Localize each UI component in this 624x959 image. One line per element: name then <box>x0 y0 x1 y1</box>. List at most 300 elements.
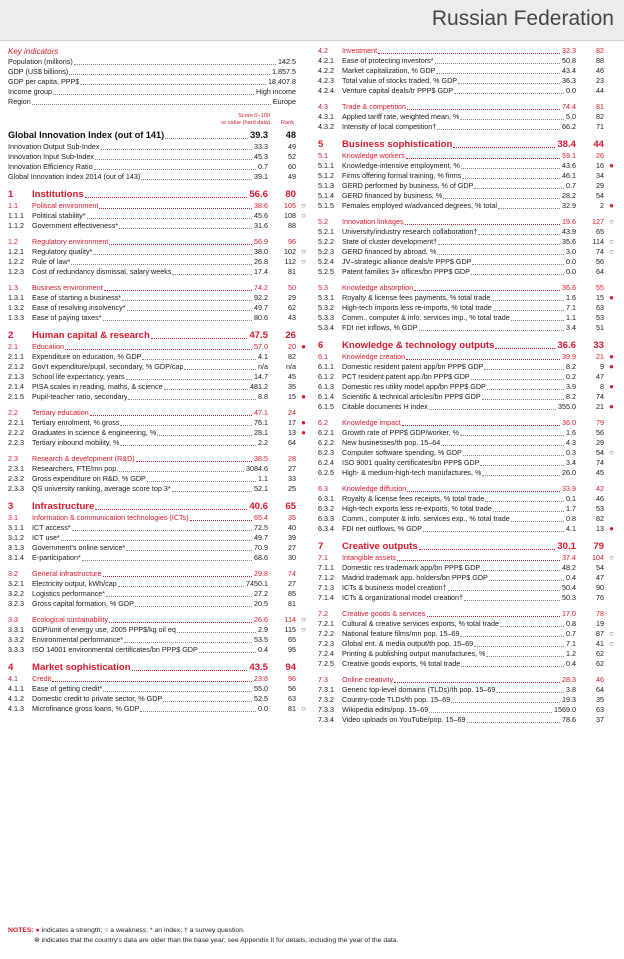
row-score: 3.4 <box>566 458 576 467</box>
dot-leader <box>122 293 252 301</box>
row-score: 17.0 <box>562 609 576 618</box>
row-rank: 24 <box>288 408 296 417</box>
dot-leader <box>103 569 252 577</box>
row-label: Political environment <box>32 201 99 210</box>
row-label: Growth rate of PPP$ GDP/worker, % <box>342 428 460 437</box>
indicator-row <box>318 181 616 191</box>
row-number: 1.1.2 <box>8 221 24 230</box>
row-rank: 114 <box>592 237 604 246</box>
row-rank: 115 <box>284 625 296 634</box>
dot-leader <box>511 514 564 522</box>
dot-leader <box>103 313 252 321</box>
dot-leader <box>460 629 564 637</box>
indicator-row <box>318 372 616 382</box>
subpillar-row <box>318 283 616 293</box>
dot-leader <box>106 589 252 597</box>
row-number: 4.1.3 <box>8 704 24 713</box>
row-rank: 45 <box>288 372 296 381</box>
pillar-row <box>8 188 308 201</box>
row-rank: 29 <box>596 438 604 447</box>
row-label: Royalty & license fees receipts, % total trade <box>342 494 485 503</box>
row-rank: 65 <box>596 227 604 236</box>
indicator-row <box>8 313 308 323</box>
dot-leader <box>463 448 564 456</box>
gii-sub-rank: 49 <box>288 142 296 151</box>
row-rank: 127 <box>592 217 604 226</box>
row-rank: 90 <box>596 583 604 592</box>
row-rank: 82 <box>596 112 604 121</box>
row-score: 3.0 <box>566 247 576 256</box>
row-label: Intensity of local competition† <box>342 122 437 131</box>
row-number: 7.3.2 <box>318 695 334 704</box>
dot-leader <box>120 418 252 426</box>
row-number: 6.3.2 <box>318 504 334 513</box>
row-score: 70.9 <box>254 543 268 552</box>
row-number: 5.1.4 <box>318 191 334 200</box>
row-number: 2.3.2 <box>8 474 24 483</box>
subpillar-row <box>8 237 308 247</box>
row-score: 29.8 <box>254 569 268 578</box>
row-number: 1.1 <box>8 201 18 210</box>
right-column <box>318 46 616 725</box>
row-number: 5.1.2 <box>318 171 334 180</box>
row-label: ICT access* <box>32 523 71 532</box>
row-score: 3.9 <box>566 382 576 391</box>
row-number: 7 <box>318 541 324 552</box>
score-sublabel: or value (hard data) <box>221 120 270 126</box>
subpillar-row <box>318 217 616 227</box>
row-score: 43.4 <box>562 66 576 75</box>
subpillar-row <box>318 675 616 685</box>
gii-sub-score: 33.3 <box>254 142 268 151</box>
row-label: PISA scales in reading, maths, & science <box>32 382 163 391</box>
row-score: 47.5 <box>249 330 268 341</box>
row-score: 0.0 <box>566 267 576 276</box>
indicator-row <box>8 694 308 704</box>
row-label: University/industry research collaboration† <box>342 227 478 236</box>
row-score: 43.5 <box>249 662 268 673</box>
dot-leader <box>419 540 555 550</box>
row-rank: 82 <box>596 514 604 523</box>
row-rank: 30 <box>288 553 296 562</box>
row-rank: 53 <box>596 313 604 322</box>
row-number: 2.1.2 <box>8 362 24 371</box>
dot-leader <box>458 76 560 84</box>
row-rank: 88 <box>288 221 296 230</box>
row-score: 74.4 <box>562 102 576 111</box>
row-label: Knowledge workers <box>342 151 405 160</box>
row-number: 3.3.3 <box>8 645 24 654</box>
indicator-row <box>318 514 616 524</box>
gii-block <box>8 129 308 182</box>
row-label: FDI net inflows, % GDP <box>342 323 418 332</box>
row-rank: 40 <box>288 523 296 532</box>
row-rank: 95 <box>288 645 296 654</box>
row-rank: 25 <box>288 484 296 493</box>
dot-leader <box>104 283 252 291</box>
row-label: Generic top-level domains (TLDs)/th pop. 15–69 <box>342 685 496 694</box>
column-header <box>8 113 308 129</box>
row-number: 4.3 <box>318 102 328 111</box>
dot-leader <box>482 392 564 400</box>
dot-leader <box>407 102 560 110</box>
row-score: 78.6 <box>562 715 576 724</box>
strength-dot-icon: ● <box>609 352 614 361</box>
row-rank: 23 <box>596 76 604 85</box>
row-label: Electricity output, kWh/cap <box>32 579 117 588</box>
indicator-row <box>318 629 616 639</box>
dot-leader <box>80 77 266 85</box>
row-score: 66.2 <box>562 122 576 131</box>
row-rank: 41 <box>596 639 604 648</box>
weakness-circle-icon: ○ <box>301 247 306 256</box>
row-number: 6.3 <box>318 484 328 493</box>
indicator-row <box>8 645 308 655</box>
row-number: 4.1.2 <box>8 694 24 703</box>
dot-leader <box>147 474 256 482</box>
row-rank: 29 <box>288 293 296 302</box>
row-score: 481.2 <box>250 382 268 391</box>
row-label: Information & communication technologies (ICTs) <box>32 513 189 522</box>
row-number: 1 <box>8 189 14 200</box>
row-number: 2.2 <box>8 408 18 417</box>
dot-leader <box>164 382 248 390</box>
row-number: 5.2.2 <box>318 237 334 246</box>
row-number: 4 <box>8 662 14 673</box>
row-rank: 74 <box>288 569 296 578</box>
row-score: 7.1 <box>566 639 576 648</box>
row-rank: 71 <box>596 122 604 131</box>
pillar-row <box>8 329 308 342</box>
row-score: 1.1 <box>566 313 576 322</box>
row-label: Ease of resolving insolvency* <box>32 303 126 312</box>
key-indicator-row <box>8 57 308 67</box>
row-label: Rule of law* <box>32 257 71 266</box>
row-rank: 96 <box>288 674 296 683</box>
row-score: 50.8 <box>562 56 576 65</box>
dot-leader <box>453 138 555 148</box>
row-rank: 87 <box>596 629 604 638</box>
row-number: 3.2.2 <box>8 589 24 598</box>
row-rank: 78 <box>596 609 604 618</box>
dot-leader <box>464 593 560 601</box>
indicator-row <box>8 533 308 543</box>
strength-dot-icon: ● <box>609 161 614 170</box>
row-number: 5.2.4 <box>318 257 334 266</box>
row-label: Global ent. & media output/th pop. 15–69 <box>342 639 474 648</box>
dot-leader <box>94 162 256 170</box>
indicator-row <box>8 303 308 313</box>
row-label: GDP/unit of energy use, 2005 PPP$/kg oil eq <box>32 625 176 634</box>
dot-leader <box>101 142 252 150</box>
row-score: 0.4 <box>258 645 268 654</box>
row-number: 3.3.2 <box>8 635 24 644</box>
row-number: 6.2.2 <box>318 438 334 447</box>
dot-leader <box>141 172 252 180</box>
row-score: 37.4 <box>562 553 576 562</box>
dot-leader <box>480 458 564 466</box>
pillar-row <box>8 500 308 513</box>
row-score: 55.0 <box>254 684 268 693</box>
dot-leader <box>65 342 252 350</box>
indicator-row <box>318 392 616 402</box>
indicator-row <box>318 247 616 257</box>
indicator-row <box>8 553 308 563</box>
row-number: 6.2.1 <box>318 428 334 437</box>
row-score: 35.6 <box>562 237 576 246</box>
gii-sub-rank: 60 <box>288 162 296 171</box>
row-number: 7.2.2 <box>318 629 334 638</box>
indicator-row <box>318 201 616 211</box>
row-number: 4.2.3 <box>318 76 334 85</box>
weakness-circle-icon: ○ <box>609 448 614 457</box>
row-rank: 47 <box>596 372 604 381</box>
row-number: 5.3.1 <box>318 293 334 302</box>
row-rank: 44 <box>596 86 604 95</box>
row-number: 6.2.5 <box>318 468 334 477</box>
row-number: 6.1.2 <box>318 372 334 381</box>
row-label: Tertiary enrolment, % gross <box>32 418 120 427</box>
row-score: 49.7 <box>254 533 268 542</box>
subpillar-row <box>8 513 308 523</box>
row-score: 48.2 <box>562 563 576 572</box>
weakness-circle-icon: ○ <box>301 625 306 634</box>
notes-line-2: indicates that the country's data are older than the base year; see Appendix II for details, including the year of the data. <box>41 937 399 944</box>
row-rank: 51 <box>596 323 604 332</box>
row-rank: 8 <box>600 382 604 391</box>
row-label: PCT resident patent app./bn PPP$ GDP <box>342 372 470 381</box>
row-rank: 26 <box>596 151 604 160</box>
row-number: 2.1.3 <box>8 372 24 381</box>
row-score: 76.1 <box>254 418 268 427</box>
subpillar-row <box>8 454 308 464</box>
row-score: 38.6 <box>254 201 268 210</box>
row-score: 0.8 <box>566 619 576 628</box>
row-label: FDI net outflows, % GDP <box>342 524 422 533</box>
dot-leader <box>378 46 560 54</box>
row-number: 4.1 <box>8 674 18 683</box>
indicator-row <box>318 86 616 96</box>
dot-leader <box>142 352 256 360</box>
dot-leader <box>451 695 560 703</box>
row-label: Tertiary inbound mobility, % <box>32 438 120 447</box>
strength-dot-icon: ● <box>301 392 306 401</box>
gii-sub-rank: 52 <box>288 152 296 161</box>
indicator-row <box>8 221 308 231</box>
row-rank: 27 <box>288 464 296 473</box>
row-rank: 79 <box>596 418 604 427</box>
row-score: 0.0 <box>566 86 576 95</box>
row-score: 32.9 <box>562 201 576 210</box>
row-rank: 53 <box>596 504 604 513</box>
row-rank: 45 <box>596 468 604 477</box>
dot-leader <box>429 705 552 713</box>
indicator-row <box>318 382 616 392</box>
row-label: JV–strategic alliance deals/tr PPP$ GDP <box>342 257 472 266</box>
row-rank: 28 <box>288 454 296 463</box>
dot-leader <box>462 171 560 179</box>
row-rank: 54 <box>596 563 604 572</box>
row-label: GERD performed by business, % of GDP <box>342 181 474 190</box>
row-label: School life expectancy, years <box>32 372 125 381</box>
row-label: Political stability* <box>32 211 86 220</box>
row-rank: 114 <box>284 615 296 624</box>
row-number: 7.3.4 <box>318 715 334 724</box>
strength-dot-icon: ● <box>609 524 614 533</box>
row-label: Graduates in science & engineering, % <box>32 428 157 437</box>
dot-leader <box>441 438 564 446</box>
country-title: Russian Federation <box>431 7 614 30</box>
weakness-circle-icon: ○ <box>609 629 614 638</box>
key-indicator-row <box>8 97 308 107</box>
row-number: 3.2.1 <box>8 579 24 588</box>
row-rank: 20 <box>288 342 296 351</box>
strength-dot-icon: ● <box>609 382 614 391</box>
indicator-row <box>8 464 308 474</box>
row-rank: 74 <box>596 458 604 467</box>
row-score: 3.8 <box>566 685 576 694</box>
indicator-row <box>318 593 616 603</box>
row-score: 74.2 <box>254 283 268 292</box>
row-label: Logistics performance* <box>32 589 106 598</box>
row-number: 3.1.4 <box>8 553 24 562</box>
row-label: New businesses/th pop. 15–64 <box>342 438 441 447</box>
row-label: General infrastructure <box>32 569 102 578</box>
row-label: Education <box>32 342 64 351</box>
row-number: 3.1.1 <box>8 523 24 532</box>
row-score: n/a <box>258 362 268 371</box>
row-number: 5.1 <box>318 151 328 160</box>
row-label: Market capitalization, % GDP <box>342 66 436 75</box>
row-score: 2.2 <box>258 438 268 447</box>
row-rank: 33 <box>593 340 604 351</box>
dot-leader <box>493 303 564 311</box>
indicator-row <box>8 484 308 494</box>
dot-leader <box>95 500 247 510</box>
weakness-circle-icon: ○ <box>301 257 306 266</box>
row-score: 43.6 <box>562 161 576 170</box>
indicator-row <box>8 599 308 609</box>
row-score: 50.4 <box>562 583 576 592</box>
row-number: 1.3.1 <box>8 293 24 302</box>
row-label: High-tech imports less re-imports, % total trade <box>342 303 492 312</box>
dot-leader <box>172 267 252 275</box>
row-rank: 81 <box>596 102 604 111</box>
row-score: 8.2 <box>566 392 576 401</box>
row-number: 6.1.4 <box>318 392 334 401</box>
row-label: Knowledge impact <box>342 418 401 427</box>
key-indicator-value: Europe <box>272 97 296 106</box>
row-score: 0.0 <box>258 704 268 713</box>
strength-dot-icon: ● <box>301 428 306 437</box>
row-rank: 47 <box>596 573 604 582</box>
pillar-row <box>318 339 616 352</box>
indicator-row <box>318 639 616 649</box>
row-number: 5.3.4 <box>318 323 334 332</box>
row-label: ISO 14001 environmental certificates/bn PPP$ GDP <box>32 645 198 654</box>
row-label: Applied tariff rate, weighted mean, % <box>342 112 460 121</box>
row-label: Environmental performance* <box>32 635 124 644</box>
row-label: National feature films/mn pop. 15–69 <box>342 629 460 638</box>
dot-leader <box>72 523 252 531</box>
row-label: Online creativity <box>342 675 394 684</box>
dot-leader <box>474 639 564 647</box>
row-number: 5.2.5 <box>318 267 334 276</box>
indicator-row <box>318 112 616 122</box>
row-number: 2.3.1 <box>8 464 24 473</box>
indicator-row <box>8 684 308 694</box>
row-rank: 15 <box>288 392 296 401</box>
row-label: Pupil-teacher ratio, secondary <box>32 392 128 401</box>
row-rank: 26 <box>285 330 296 341</box>
row-rank: 82 <box>596 46 604 55</box>
row-label: Knowledge-intensive employment, % <box>342 161 460 170</box>
indicator-row <box>318 504 616 514</box>
row-score: 36.6 <box>557 340 576 351</box>
row-rank: 102 <box>284 247 296 256</box>
row-label: Royalty & license fees payments, % total trade <box>342 293 491 302</box>
row-score: 23.8 <box>254 674 268 683</box>
indicator-row <box>318 524 616 534</box>
weakness-circle-icon: ○ <box>301 201 306 210</box>
row-rank: 46 <box>596 494 604 503</box>
weakness-circle-icon: ○ <box>609 639 614 648</box>
row-score: 38.5 <box>254 454 268 463</box>
row-score: 49.7 <box>254 303 268 312</box>
row-score: 2.9 <box>258 625 268 634</box>
dot-leader <box>151 329 247 339</box>
dot-leader <box>402 418 560 426</box>
key-indicator-label: Region <box>8 97 31 106</box>
strength-dot-icon: ● <box>609 362 614 371</box>
dot-leader <box>74 57 276 65</box>
row-label: ICTs & organizational model creation† <box>342 593 464 602</box>
dot-leader <box>407 484 560 492</box>
dot-leader <box>495 339 555 349</box>
dot-leader <box>93 247 252 255</box>
row-rank: 9 <box>600 362 604 371</box>
row-score: 8.8 <box>258 392 268 401</box>
indicator-row <box>318 573 616 583</box>
subpillar-row <box>8 408 308 418</box>
row-number: 2 <box>8 330 14 341</box>
subpillar-row <box>318 352 616 362</box>
row-label: Innovation linkages <box>342 217 404 226</box>
key-indicator-value: 142.5 <box>278 57 296 66</box>
row-number: 3.3.1 <box>8 625 24 634</box>
row-rank: 56 <box>596 428 604 437</box>
key-indicator-label: GDP (US$ billions) <box>8 67 69 76</box>
indicator-row <box>8 257 308 267</box>
row-score: 0.4 <box>566 573 576 582</box>
indicator-row <box>318 303 616 313</box>
row-rank: 54 <box>596 448 604 457</box>
row-label: Citable documents H index <box>342 402 428 411</box>
row-label: Human capital & research <box>32 330 150 341</box>
row-label: Gov't expenditure/pupil, secondary, % GDP/cap <box>32 362 184 371</box>
dot-leader <box>484 362 564 370</box>
row-label: Investment <box>342 46 378 55</box>
weakness-circle-icon: ○ <box>609 217 614 226</box>
dot-leader <box>474 181 564 189</box>
indicator-row <box>318 428 616 438</box>
indicator-row <box>318 267 616 277</box>
dot-leader <box>467 715 560 723</box>
row-rank: 21 <box>596 352 604 361</box>
weakness-circle-icon: ○ <box>301 211 306 220</box>
dot-leader <box>135 599 252 607</box>
row-rank: 63 <box>596 705 604 714</box>
